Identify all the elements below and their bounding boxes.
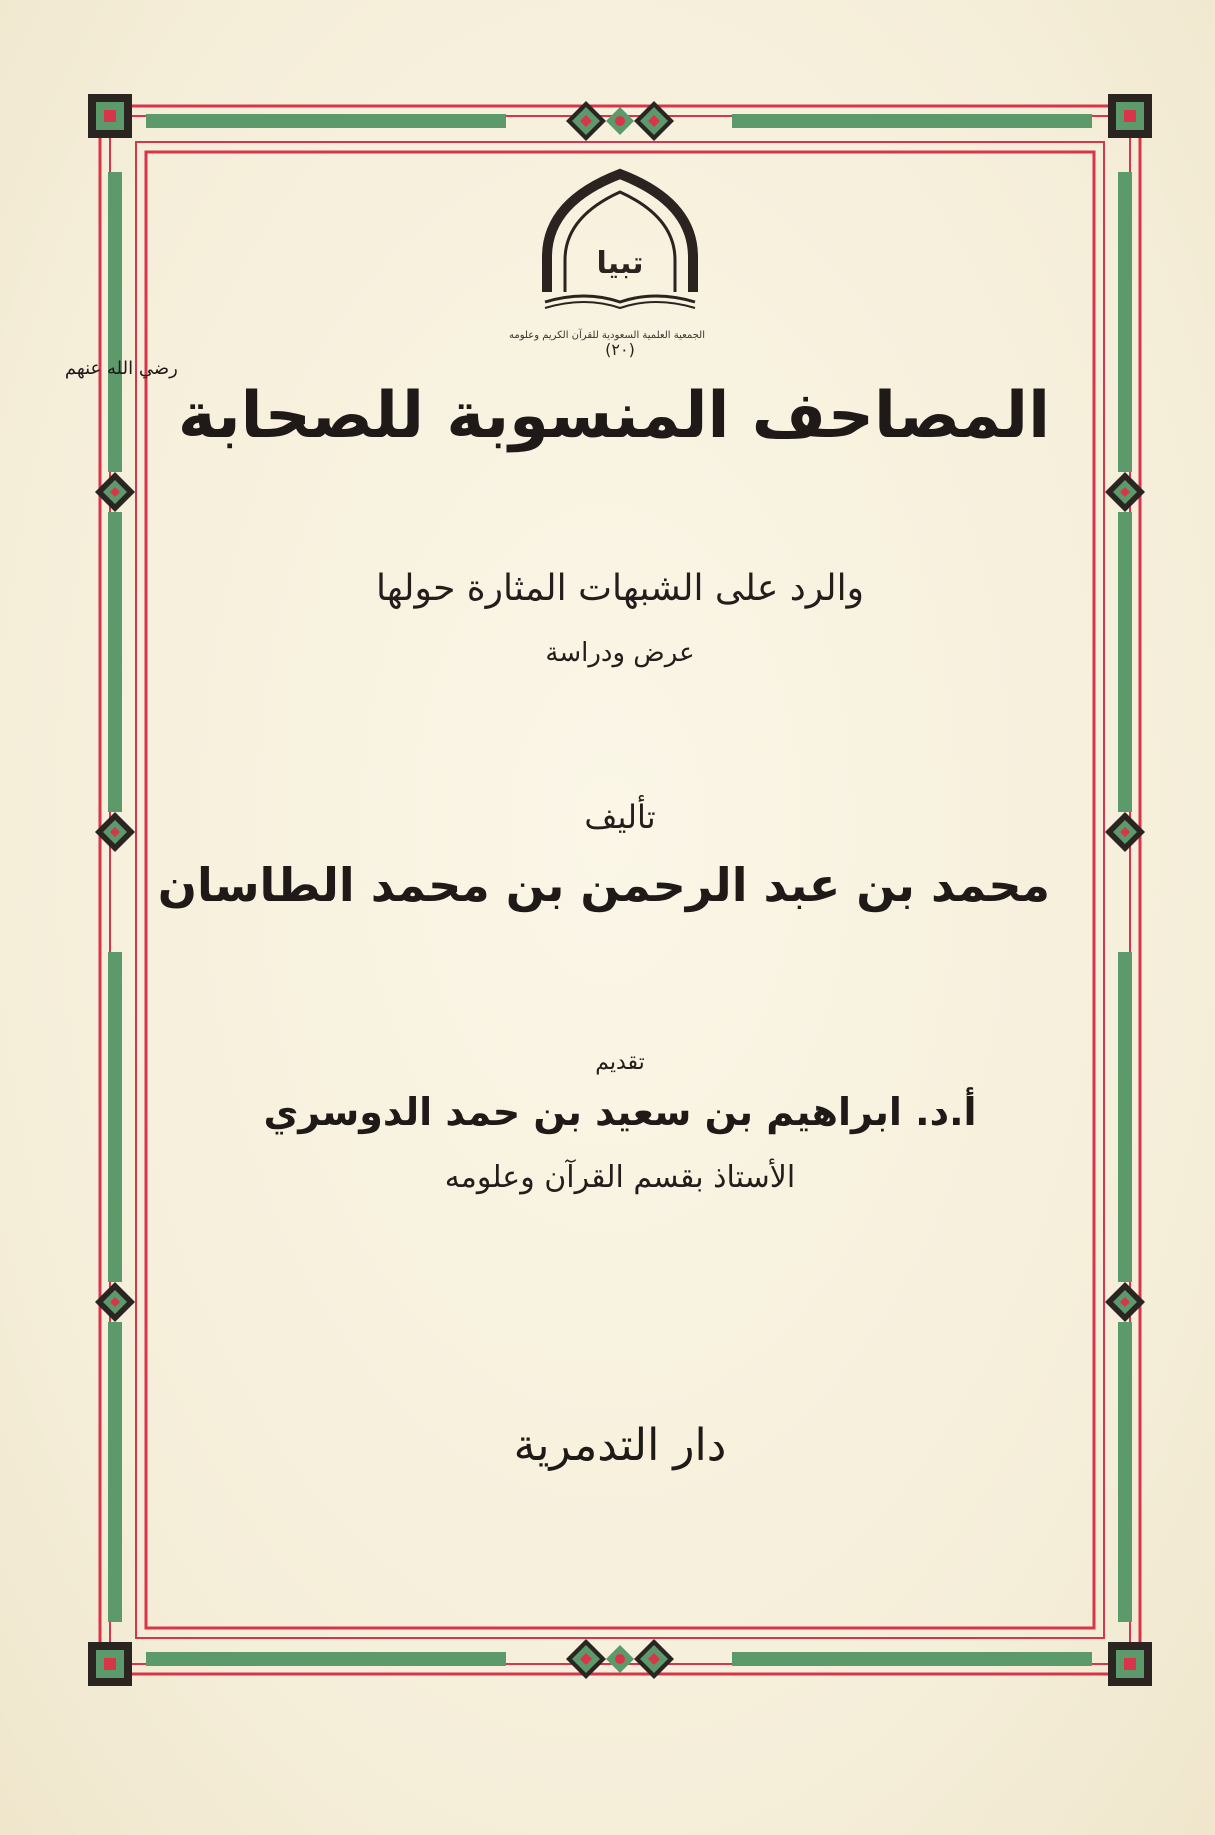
title-honorific: رضي الله عنهم [64, 358, 178, 379]
corner-ornament-bottom-left [88, 1642, 132, 1686]
logo-subtitle: الجمعية العلمية السعودية للقرآن الكريم وعلومه [509, 330, 705, 341]
corner-ornament-bottom-right [1108, 1642, 1152, 1686]
introduction-author-role: الأستاذ بقسم القرآن وعلومه [444, 1160, 796, 1195]
diamond-ornament-bottom [566, 1639, 674, 1679]
book-title-text: المصاحف المنسوبة للصحابة [177, 379, 1050, 453]
cover-content [64, 150, 1050, 1630]
introduction-author: أ.د. ابراهيم بن سعيد بن حمد الدوسري [263, 1090, 977, 1134]
introduction-label: تقديم [595, 1050, 645, 1075]
corner-ornament-top-left [88, 94, 132, 138]
book-title [64, 358, 1050, 458]
corner-ornament-top-right [1108, 94, 1152, 138]
author-name: محمد بن عبد الرحمن بن محمد الطاسان [157, 858, 1050, 912]
book-subtitle-secondary: عرض ودراسة [545, 638, 695, 668]
diamond-ornament-top [566, 101, 674, 141]
author-label: تأليف [584, 798, 656, 836]
series-number: (٢٠) [605, 340, 635, 359]
publisher-name: دار التدمرية [513, 1420, 727, 1471]
logo-wordmark: تبيا [596, 246, 644, 281]
book-subtitle: والرد على الشبهات المثارة حولها [375, 568, 865, 609]
